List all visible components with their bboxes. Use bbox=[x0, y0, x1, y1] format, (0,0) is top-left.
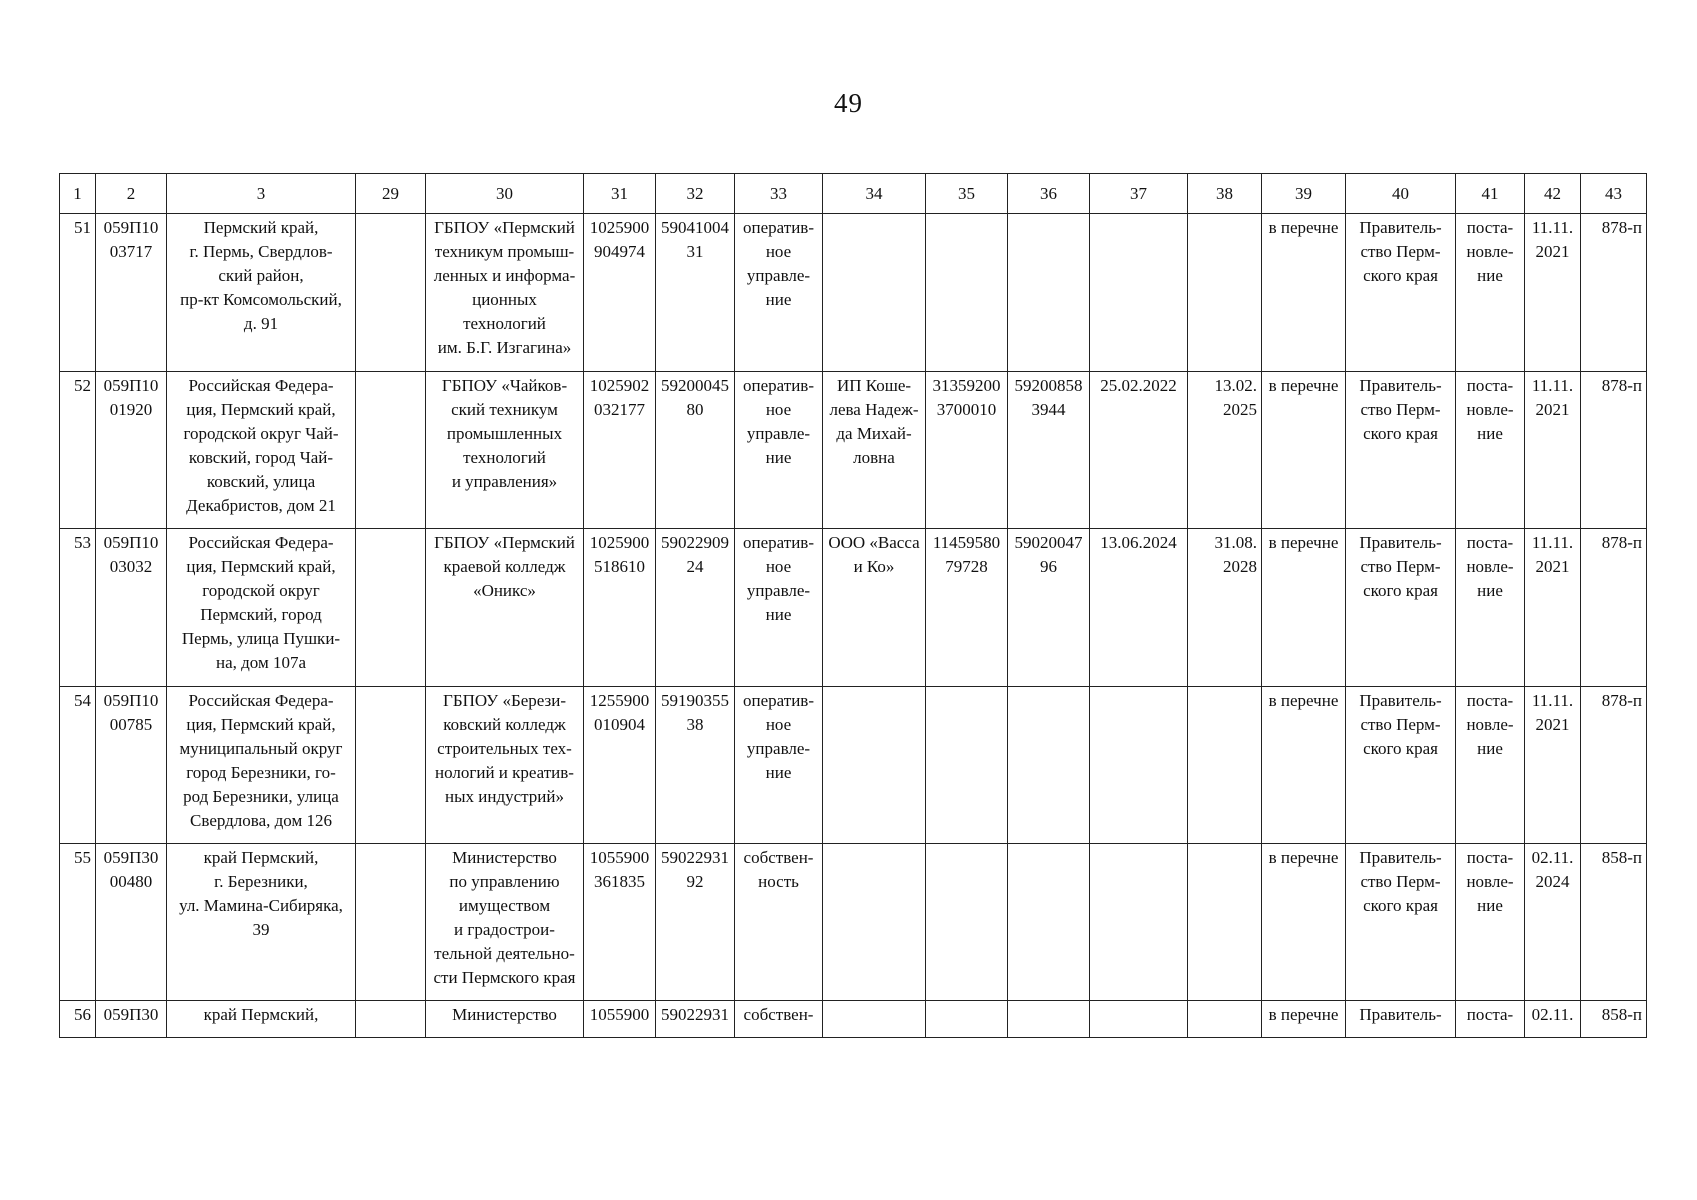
cell-authority: Правитель- ство Перм- ского края bbox=[1346, 687, 1456, 844]
cell-list-status: в перечне bbox=[1262, 687, 1346, 844]
cell-holder-name: Министерство по управлению имуществом и градострои- тельной деятельно- сти Пермского края bbox=[426, 844, 584, 1001]
cell-ogrn: 1055900 bbox=[584, 1001, 656, 1038]
cell-contract-start bbox=[1090, 1001, 1188, 1038]
cell-row-number: 56 bbox=[60, 1001, 96, 1038]
cell-tenant bbox=[823, 1001, 926, 1038]
cell-tenant-inn: 59200858 3944 bbox=[1008, 372, 1090, 529]
cell-act-number: 878-п bbox=[1581, 687, 1647, 844]
cell-tenant-ogrn bbox=[926, 1001, 1008, 1038]
cell-contract-end: 31.08. 2028 bbox=[1188, 529, 1262, 687]
col-header-43: 43 bbox=[1581, 174, 1647, 214]
cell-tenant bbox=[823, 214, 926, 372]
cell-authority: Правитель- bbox=[1346, 1001, 1456, 1038]
table-row bbox=[60, 844, 1647, 1001]
cell-address: Пермский край, г. Пермь, Свердлов- ский район, пр-кт Комсомольский, д. 91 bbox=[167, 214, 356, 372]
cell-act-number: 878-п bbox=[1581, 372, 1647, 529]
cell-row-number: 52 bbox=[60, 372, 96, 529]
table-row bbox=[60, 214, 1647, 372]
col-header-42: 42 bbox=[1525, 174, 1581, 214]
cell-ogrn: 1025900 904974 bbox=[584, 214, 656, 372]
cell-contract-end bbox=[1188, 844, 1262, 1001]
cell-contract-start bbox=[1090, 844, 1188, 1001]
cell-list-status: в перечне bbox=[1262, 214, 1346, 372]
cell-tenant bbox=[823, 687, 926, 844]
registry-table bbox=[59, 173, 1647, 1038]
cell-right-type: собствен- bbox=[735, 1001, 823, 1038]
cell-act-date: 11.11. 2021 bbox=[1525, 372, 1581, 529]
col-header-3: 3 bbox=[167, 174, 356, 214]
cell-list-status: в перечне bbox=[1262, 844, 1346, 1001]
cell-act-type: поста- новле- ние bbox=[1456, 844, 1525, 1001]
cell-tenant-inn: 59020047 96 bbox=[1008, 529, 1090, 687]
cell-col-29 bbox=[356, 844, 426, 1001]
cell-contract-end bbox=[1188, 687, 1262, 844]
table-row bbox=[60, 687, 1647, 844]
cell-act-type: поста- новле- ние bbox=[1456, 687, 1525, 844]
col-header-36: 36 bbox=[1008, 174, 1090, 214]
cell-holder-name: ГБПОУ «Пермский краевой колледж «Оникс» bbox=[426, 529, 584, 687]
cell-ogrn: 1255900 010904 bbox=[584, 687, 656, 844]
col-header-38: 38 bbox=[1188, 174, 1262, 214]
cell-right-type: оператив- ное управле- ние bbox=[735, 687, 823, 844]
cell-act-type: поста- новле- ние bbox=[1456, 529, 1525, 687]
col-header-41: 41 bbox=[1456, 174, 1525, 214]
cell-inn: 59190355 38 bbox=[656, 687, 735, 844]
cell-ogrn: 1025902 032177 bbox=[584, 372, 656, 529]
cell-col-29 bbox=[356, 687, 426, 844]
cell-contract-start bbox=[1090, 687, 1188, 844]
cell-row-number: 54 bbox=[60, 687, 96, 844]
cell-col-29 bbox=[356, 214, 426, 372]
cell-address: Российская Федера- ция, Пермский край, городской округ Пермский, город Пермь, улица Пушки- на, дом 107а bbox=[167, 529, 356, 687]
cell-address: Российская Федера- ция, Пермский край, городской округ Чай- ковский, город Чай- ковский, улица Декабристов, дом 21 bbox=[167, 372, 356, 529]
cell-contract-end bbox=[1188, 214, 1262, 372]
cell-act-type: поста- bbox=[1456, 1001, 1525, 1038]
cell-registry-code: 059П10 01920 bbox=[96, 372, 167, 529]
cell-act-type: поста- новле- ние bbox=[1456, 372, 1525, 529]
cell-registry-code: 059П30 bbox=[96, 1001, 167, 1038]
col-header-30: 30 bbox=[426, 174, 584, 214]
cell-inn: 59041004 31 bbox=[656, 214, 735, 372]
cell-holder-name: ГБПОУ «Пермский техникум промыш- ленных и информа- ционных технологий им. Б.Г. Изгагина» bbox=[426, 214, 584, 372]
cell-act-type: поста- новле- ние bbox=[1456, 214, 1525, 372]
cell-act-date: 11.11. 2021 bbox=[1525, 214, 1581, 372]
col-header-34: 34 bbox=[823, 174, 926, 214]
table-row bbox=[60, 1001, 1647, 1038]
cell-inn: 59022931 92 bbox=[656, 844, 735, 1001]
cell-inn: 59022909 24 bbox=[656, 529, 735, 687]
cell-tenant bbox=[823, 844, 926, 1001]
table-row bbox=[60, 529, 1647, 687]
cell-registry-code: 059П10 03717 bbox=[96, 214, 167, 372]
cell-tenant: ООО «Васса и Ко» bbox=[823, 529, 926, 687]
cell-tenant-ogrn: 31359200 3700010 bbox=[926, 372, 1008, 529]
col-header-2: 2 bbox=[96, 174, 167, 214]
page-number: 49 bbox=[834, 88, 863, 118]
cell-right-type: оператив- ное управле- ние bbox=[735, 529, 823, 687]
cell-act-date: 11.11. 2021 bbox=[1525, 529, 1581, 687]
cell-list-status: в перечне bbox=[1262, 1001, 1346, 1038]
cell-contract-end: 13.02. 2025 bbox=[1188, 372, 1262, 529]
col-header-39: 39 bbox=[1262, 174, 1346, 214]
cell-col-29 bbox=[356, 372, 426, 529]
cell-authority: Правитель- ство Перм- ского края bbox=[1346, 844, 1456, 1001]
col-header-31: 31 bbox=[584, 174, 656, 214]
cell-act-date: 02.11. 2024 bbox=[1525, 844, 1581, 1001]
col-header-37: 37 bbox=[1090, 174, 1188, 214]
cell-tenant-inn bbox=[1008, 687, 1090, 844]
cell-address: Российская Федера- ция, Пермский край, муниципальный округ город Березники, го- род Березники, улица Свердлова, дом 126 bbox=[167, 687, 356, 844]
cell-contract-end bbox=[1188, 1001, 1262, 1038]
cell-col-29 bbox=[356, 529, 426, 687]
cell-address: край Пермский, г. Березники, ул. Мамина-Сибиряка, 39 bbox=[167, 844, 356, 1001]
cell-registry-code: 059П30 00480 bbox=[96, 844, 167, 1001]
cell-act-number: 878-п bbox=[1581, 529, 1647, 687]
cell-ogrn: 1025900 518610 bbox=[584, 529, 656, 687]
cell-act-date: 02.11. bbox=[1525, 1001, 1581, 1038]
cell-inn: 59022931 bbox=[656, 1001, 735, 1038]
cell-contract-start: 25.02.2022 bbox=[1090, 372, 1188, 529]
cell-act-number: 878-п bbox=[1581, 214, 1647, 372]
cell-tenant-inn bbox=[1008, 1001, 1090, 1038]
col-header-32: 32 bbox=[656, 174, 735, 214]
cell-tenant-ogrn bbox=[926, 687, 1008, 844]
cell-inn: 59200045 80 bbox=[656, 372, 735, 529]
cell-authority: Правитель- ство Перм- ского края bbox=[1346, 214, 1456, 372]
cell-tenant: ИП Коше- лева Надеж- да Михай- ловна bbox=[823, 372, 926, 529]
cell-contract-start: 13.06.2024 bbox=[1090, 529, 1188, 687]
cell-tenant-inn bbox=[1008, 214, 1090, 372]
cell-holder-name: ГБПОУ «Чайков- ский техникум промышленных технологий и управления» bbox=[426, 372, 584, 529]
cell-right-type: оператив- ное управле- ние bbox=[735, 214, 823, 372]
col-header-1: 1 bbox=[60, 174, 96, 214]
cell-right-type: собствен- ность bbox=[735, 844, 823, 1001]
cell-holder-name: ГБПОУ «Берези- ковский колледж строительных тех- нологий и креатив- ных индустрий» bbox=[426, 687, 584, 844]
cell-row-number: 53 bbox=[60, 529, 96, 687]
cell-tenant-ogrn bbox=[926, 844, 1008, 1001]
cell-authority: Правитель- ство Перм- ского края bbox=[1346, 372, 1456, 529]
col-header-40: 40 bbox=[1346, 174, 1456, 214]
cell-registry-code: 059П10 03032 bbox=[96, 529, 167, 687]
col-header-35: 35 bbox=[926, 174, 1008, 214]
cell-act-date: 11.11. 2021 bbox=[1525, 687, 1581, 844]
cell-act-number: 858-п bbox=[1581, 1001, 1647, 1038]
table-row bbox=[60, 372, 1647, 529]
cell-act-number: 858-п bbox=[1581, 844, 1647, 1001]
col-header-33: 33 bbox=[735, 174, 823, 214]
cell-tenant-ogrn bbox=[926, 214, 1008, 372]
cell-tenant-inn bbox=[1008, 844, 1090, 1001]
cell-row-number: 51 bbox=[60, 214, 96, 372]
cell-authority: Правитель- ство Перм- ского края bbox=[1346, 529, 1456, 687]
cell-contract-start bbox=[1090, 214, 1188, 372]
cell-row-number: 55 bbox=[60, 844, 96, 1001]
cell-list-status: в перечне bbox=[1262, 529, 1346, 687]
cell-col-29 bbox=[356, 1001, 426, 1038]
cell-holder-name: Министерство bbox=[426, 1001, 584, 1038]
header-row bbox=[60, 174, 1647, 214]
cell-right-type: оператив- ное управле- ние bbox=[735, 372, 823, 529]
cell-ogrn: 1055900 361835 bbox=[584, 844, 656, 1001]
cell-list-status: в перечне bbox=[1262, 372, 1346, 529]
col-header-29: 29 bbox=[356, 174, 426, 214]
cell-tenant-ogrn: 11459580 79728 bbox=[926, 529, 1008, 687]
cell-address: край Пермский, bbox=[167, 1001, 356, 1038]
cell-registry-code: 059П10 00785 bbox=[96, 687, 167, 844]
